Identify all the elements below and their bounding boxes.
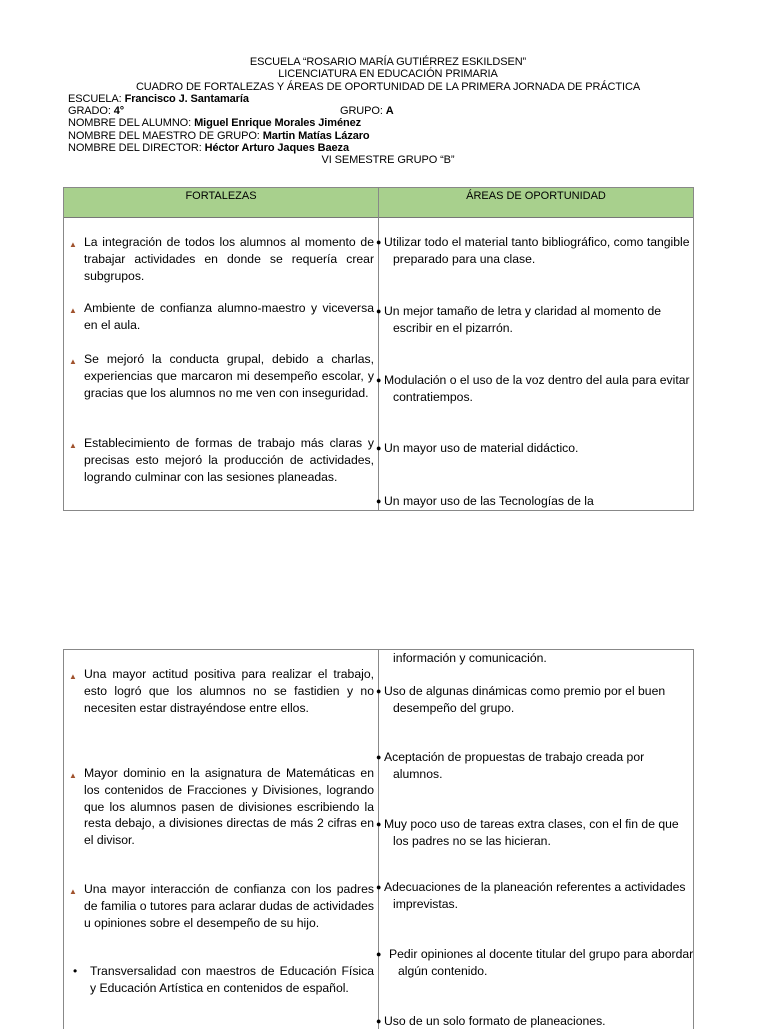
maestro-label: NOMBRE DEL MAESTRO DE GRUPO: — [68, 129, 263, 142]
bullet-icon: ▲ — [69, 357, 77, 366]
document-header — [68, 56, 708, 167]
oportunidad-text: Uso de algunas dinámicas como premio por el buen desempeño del grupo. — [384, 684, 666, 715]
alumno-label: NOMBRE DEL ALUMNO: — [68, 117, 195, 130]
fortalezas-header: FORTALEZAS — [185, 190, 257, 202]
fortaleza-item — [69, 666, 374, 716]
oportunidad-item — [376, 946, 694, 980]
fortaleza-item — [73, 963, 374, 997]
grado-label: GRADO: — [68, 105, 114, 118]
fortaleza-text: Se mejoró la conducta grupal, debido a charlas, experiencias que marcaron mi desempeño escolar, y gracias que los alumnos no me ven con inseguridad. — [84, 352, 374, 400]
oportunidad-text: Modulación o el uso de la voz dentro del aula para evitar contratiempos. — [384, 373, 690, 404]
grupo-field — [340, 105, 394, 117]
semestre-line: VI SEMESTRE GRUPO “B” — [321, 154, 455, 167]
oportunidad-item — [376, 879, 694, 913]
oportunidad-item — [376, 1013, 694, 1030]
bullet-icon: ▲ — [69, 771, 77, 780]
fortaleza-item — [69, 881, 374, 931]
oportunidad-text: Muy poco uso de tareas extra clases, con el fin de que los padres no se las hicieran. — [384, 817, 679, 848]
fortaleza-text: Transversalidad con maestros de Educación Física y Educación Artística en contenidos de español. — [90, 964, 374, 995]
strengths-table-page1 — [63, 187, 694, 511]
bullet-dot-icon: ● — [376, 1016, 382, 1026]
bullet-icon: ▲ — [69, 240, 77, 249]
oportunidad-item — [376, 303, 694, 337]
grado-line — [68, 105, 708, 117]
alumno-line — [68, 117, 708, 129]
oportunidad-continuation — [384, 650, 694, 667]
fortaleza-item — [69, 300, 374, 334]
column-divider — [376, 650, 382, 1029]
bullet-dot-icon: ● — [376, 443, 382, 453]
alumno-value: Miguel Enrique Morales Jiménez — [194, 117, 361, 130]
bullet-dot-icon: • — [73, 964, 78, 978]
bullet-dot-icon: ● — [376, 949, 382, 959]
oportunidad-text: Utilizar todo el material tanto bibliográfico, como tangible preparado para una clase. — [384, 235, 690, 266]
oportunidad-text: información y comunicación. — [393, 651, 547, 665]
oportunidad-item — [376, 683, 694, 717]
maestro-value: Martin Matías Lázaro — [262, 129, 370, 142]
bullet-icon: ▲ — [69, 306, 77, 315]
fortaleza-text: Ambiente de confianza alumno-maestro y viceversa en el aula. — [84, 301, 374, 332]
maestro-line — [68, 130, 708, 142]
grupo-label: GRUPO: — [340, 105, 386, 118]
degree-name: LICENCIATURA EN EDUCACIÓN PRIMARIA — [278, 68, 498, 81]
bullet-dot-icon: ● — [376, 882, 382, 892]
oportunidad-text: Un mejor tamaño de letra y claridad al momento de escribir en el pizarrón. — [384, 304, 662, 335]
oportunidad-text: Adecuaciones de la planeación referentes a actividades imprevistas. — [384, 880, 686, 911]
oportunidad-item — [376, 749, 694, 783]
strengths-table-page2 — [63, 649, 694, 1029]
oportunidad-text: Aceptación de propuestas de trabajo creada por alumnos. — [384, 750, 645, 781]
bullet-icon: ▲ — [69, 672, 77, 681]
escuela-line — [68, 93, 708, 105]
oportunidad-text: Un mayor uso de las Tecnologías de la — [384, 494, 594, 508]
bullet-icon: ▲ — [69, 441, 77, 450]
bullet-dot-icon: ● — [376, 375, 382, 385]
oportunidad-item — [376, 816, 694, 850]
fortaleza-item — [69, 234, 374, 284]
fortaleza-item — [69, 765, 374, 849]
oportunidad-text: Un mayor uso de material didáctico. — [384, 441, 579, 455]
fortaleza-text: Una mayor actitud positiva para realizar el trabajo, esto logró que los alumnos no se fastidien y no necesiten estar distrayéndose entre ellos. — [84, 667, 374, 715]
areas-oportunidad-header: ÁREAS DE OPORTUNIDAD — [466, 190, 606, 202]
fortaleza-item — [69, 435, 374, 485]
bullet-dot-icon: ● — [376, 686, 382, 696]
fortaleza-text: La integración de todos los alumnos al momento de trabajar actividades en donde se requería crear subgrupos. — [84, 235, 374, 283]
grupo-value: A — [385, 105, 394, 118]
grado-value: 4° — [113, 105, 125, 118]
document-title: CUADRO DE FORTALEZAS Y ÁREAS DE OPORTUNIDAD DE LA PRIMERA JORNADA DE PRÁCTICA — [135, 80, 641, 93]
escuela-value: Francisco J. Santamaría — [124, 92, 249, 105]
oportunidad-item — [376, 234, 694, 268]
escuela-label: ESCUELA: — [68, 92, 125, 105]
fortaleza-item — [69, 351, 374, 401]
bullet-dot-icon: ● — [376, 306, 382, 316]
bullet-dot-icon: ● — [376, 496, 382, 506]
director-label: NOMBRE DEL DIRECTOR: — [68, 142, 205, 155]
oportunidad-item — [376, 440, 694, 457]
fortaleza-text: Establecimiento de formas de trabajo más claras y precisas esto mejoró la producción de actividades, logrando culminar con las sesiones planeadas. — [84, 436, 374, 484]
bullet-dot-icon: ● — [376, 819, 382, 829]
director-value: Héctor Arturo Jaques Baeza — [204, 142, 349, 155]
oportunidad-text: Pedir opiniones al docente titular del grupo para abordar algún contenido. — [389, 947, 694, 978]
oportunidad-text: Uso de un solo formato de planeaciones. — [384, 1014, 606, 1028]
school-name: ESCUELA “ROSARIO MARÍA GUTIÉRREZ ESKILDSEN” — [249, 56, 527, 68]
oportunidad-item — [376, 372, 694, 406]
fortaleza-text: Una mayor interacción de confianza con los padres de familia o tutores para aclarar dudas de actividades u opiniones sobre el desempeño de su hijo. — [84, 882, 374, 930]
bullet-dot-icon: ● — [376, 752, 382, 762]
bullet-icon: ▲ — [69, 887, 77, 896]
director-line — [68, 142, 708, 154]
bullet-dot-icon: ● — [376, 237, 382, 247]
fortaleza-text: Mayor dominio en la asignatura de Matemáticas en los contenidos de Fracciones y Divisiones, logrando que los alumnos pasen de divisiones escribiendo la resta debajo, a divisiones directas de más 2 cifras en el divisor. — [84, 766, 374, 848]
oportunidad-item — [376, 493, 694, 510]
